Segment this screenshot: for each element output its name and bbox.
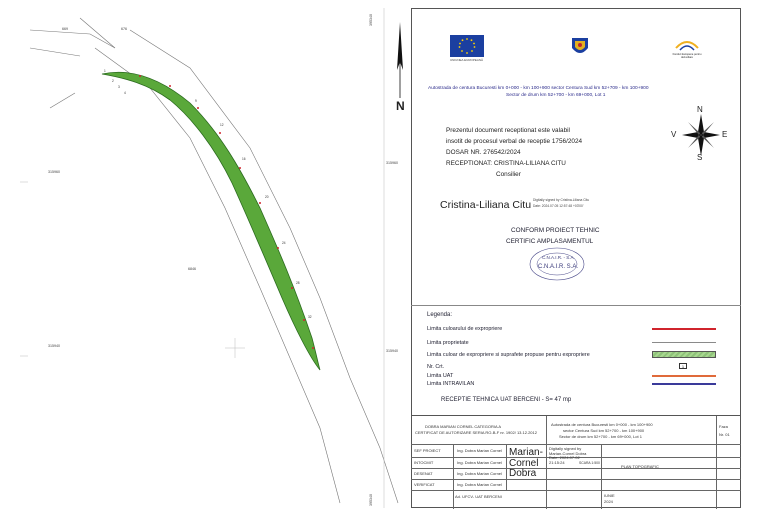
legend-separator <box>411 305 741 306</box>
company-stamp <box>528 246 586 282</box>
funds-logo-icon <box>672 34 702 54</box>
grid-lines <box>20 8 384 508</box>
legend-item-limita-uat <box>427 373 453 379</box>
signature2-detail: Digitally signed by Marian-Cornel Dobra Date: 2024.07.02 21:15:24 <box>549 446 587 465</box>
funds-logo-caption: Fonduri Europene pentru dezvoltare <box>672 53 702 59</box>
legend-title: Legenda: <box>427 312 453 318</box>
legend-symbol-number: 1 <box>681 364 685 369</box>
date-year: 2024 <box>604 499 613 504</box>
coord-vertical-top: 395340 <box>369 14 373 26</box>
tb-project-line-2: sector Centura Sud km 52+700 - km 100+900 <box>563 428 645 433</box>
legend-swatch-orange <box>652 375 716 377</box>
legend-swatch-blue <box>652 383 716 385</box>
role-sef-proiect: SEF PROIECT <box>414 448 441 453</box>
parcel-label-a: 669 <box>62 27 68 31</box>
parcel-label-b: 676 <box>121 27 127 31</box>
svg-text:3: 3 <box>118 85 120 89</box>
coord-top-right: 315960 <box>386 161 398 165</box>
legend-item-nr-crt <box>427 364 444 370</box>
svg-text:32: 32 <box>308 315 312 319</box>
legend-swatch-grey <box>652 342 716 343</box>
property-lines <box>30 18 398 503</box>
legend-symbol-box <box>679 363 687 369</box>
coat-of-arms-icon <box>568 34 592 60</box>
date-label: IUNIE <box>604 493 615 498</box>
north-arrow <box>391 20 409 120</box>
stamp-text-2: C.N.A.I.R. S.A. <box>538 264 579 270</box>
legend-label: Nr. Crt. <box>427 364 445 370</box>
compass-s: S <box>697 153 703 162</box>
signature-detail-1: Digitally signed by Cristina-Liliana Citu <box>533 198 590 202</box>
legend-item-suprafete <box>427 352 590 358</box>
signature-name: Cristina-Liliana Citu <box>440 199 532 211</box>
svg-text:24: 24 <box>282 241 286 245</box>
reception-line-4: RECEPTIONAT: CRISTINA-LILIANA CITU <box>446 160 566 167</box>
role-verificat: VERIFICAT <box>414 482 435 487</box>
svg-text:4: 4 <box>124 91 126 95</box>
conform-line-2: CERTIFIC AMPLASAMENTUL <box>506 238 594 245</box>
compass-e: E <box>722 130 728 139</box>
project-subtitle: Sector de drum km 52+700 - km 69+000, Lot 1 <box>506 93 606 98</box>
eu-flag-logo <box>450 35 484 57</box>
romania-coat-logo <box>568 34 592 60</box>
title-block <box>411 415 741 508</box>
tb-project-line-1: Autostrada de centura Bucuresti km 0+000 - km 100+900 <box>551 422 653 427</box>
stamp-text-1: C.N.A.I.R. - S.A. <box>542 255 575 260</box>
legend-label: Limita INTRAVILAN <box>427 381 475 387</box>
author-line-2: CERTIFICAT DE AUTORIZARE SERIA RO-B-F nr. 1902/ 13.12.2012 <box>415 430 537 435</box>
reception-line-2: insotit de procesul verbal de receptie 1756/2024 <box>446 138 583 145</box>
coord-vertical-bottom: 395340 <box>369 494 373 506</box>
faza-value: Nr. 01 <box>719 432 730 437</box>
name-desenat: Ing. Dobra Marian Cornel <box>457 471 502 476</box>
role-desenat: DESENAT <box>414 471 433 476</box>
author-line-1: DOBRA MARIAN CORNEL CATEGORIA A <box>425 424 502 429</box>
faza-label: Faza <box>719 424 728 429</box>
svg-text:2: 2 <box>112 79 114 83</box>
legend-swatch-green <box>652 351 716 358</box>
svg-text:20: 20 <box>265 195 269 199</box>
footer-label: Ad. UFCV- UAT BERCENI <box>455 494 502 499</box>
compass-n: N <box>697 105 703 114</box>
role-intocmit: INTOCMIT <box>414 460 434 465</box>
signature2-name: Marian-Cornel Dobra <box>509 447 543 479</box>
reception-line-5: Consilier <box>496 171 521 178</box>
svg-text:1: 1 <box>104 69 106 73</box>
legend-item-limit-culoar <box>427 326 502 332</box>
map-panel <box>20 8 410 508</box>
plan-title: PLAN TOPOGRAFIC <box>621 464 659 469</box>
name-intocmit: Ing. Dobra Marian Cornel <box>457 460 502 465</box>
eu-logo-caption: UNIUNEA EUROPEANĂ <box>450 58 484 62</box>
legend-item-limita-proprietate <box>427 340 469 346</box>
map-drawing <box>20 8 410 508</box>
signature-detail-2: Date: 2024.07.05 12:57:48 +03'00' <box>533 204 584 208</box>
conform-line-1: CONFORM PROIECT TEHNIC <box>511 227 600 234</box>
expropriation-parcel <box>102 72 320 370</box>
svg-text:16: 16 <box>242 157 246 161</box>
legend-item-intravilan <box>427 381 474 387</box>
legend-label: Limita proprietate <box>427 340 469 346</box>
eu-stars-icon <box>450 35 484 57</box>
project-title: Autostrada de centura Bucuresti km 0+000 - km 100+900 sector Centura Sud km 52+709 - km 100+900 <box>428 86 649 91</box>
legend-label: Limita culoarului de expropriere <box>427 326 503 332</box>
coord-top-left: 315960 <box>48 170 60 174</box>
legend-swatch-red <box>652 328 716 330</box>
scale-label: SCARA 1:500 <box>579 461 600 465</box>
compass-rose <box>671 105 728 162</box>
north-label: N <box>396 99 405 113</box>
coord-bottom-right: 315940 <box>386 349 398 353</box>
reception-line-3: DOSAR NR. 276542/2024 <box>446 149 521 156</box>
reception-note: RECEPTIE TEHNICA UAT BERCENI - S= 47 mp <box>441 397 572 403</box>
svg-text:12: 12 <box>220 123 224 127</box>
north-arrow-icon <box>391 20 409 100</box>
eu-funds-logo <box>672 34 702 62</box>
reception-line-1: Prezentul document receptionat este valabil <box>446 127 570 134</box>
coord-bottom-left: 315940 <box>48 344 60 348</box>
name-sef-proiect: Ing. Dobra Marian Cornel <box>457 448 502 453</box>
parcel-label-c: 6846 <box>188 267 196 271</box>
tb-project-line-3: Sector de drum km 52+700 - km 69+000, Lot 1 <box>559 434 642 439</box>
svg-text:28: 28 <box>296 281 300 285</box>
name-verificat: Ing. Dobra Marian Cornel <box>457 482 502 487</box>
legend-label: Limita culoar de expropriere si suprafete propuse pentru expropriere <box>427 352 590 358</box>
legend-label: Limita UAT <box>427 373 454 379</box>
compass-v: V <box>671 130 677 139</box>
svg-text:9: 9 <box>195 99 197 103</box>
